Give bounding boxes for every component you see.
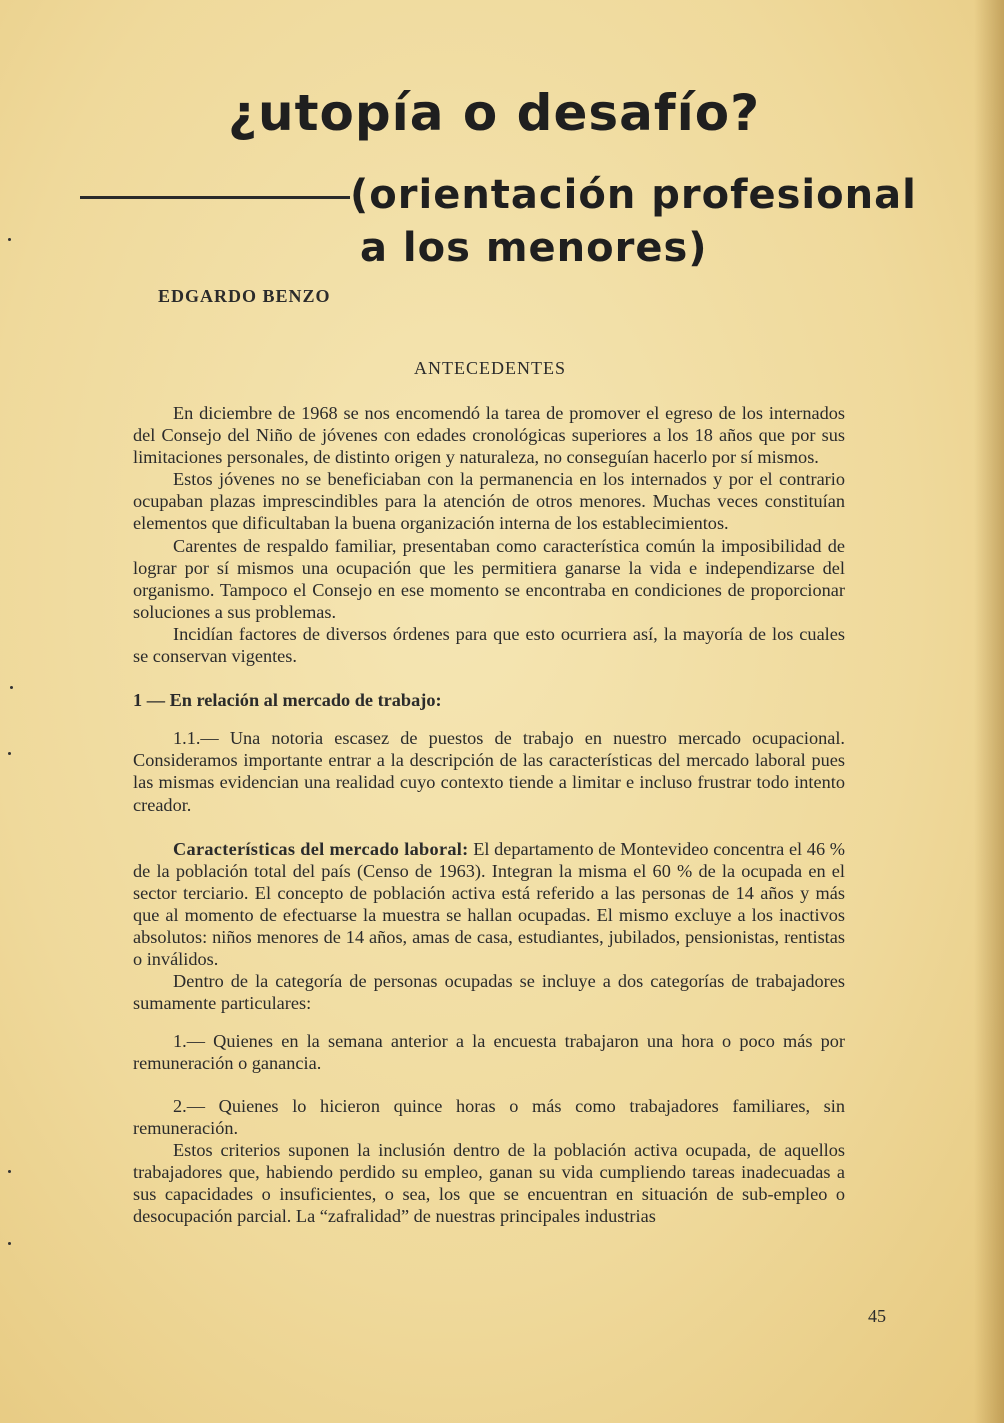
article-subtitle-line1: (orientación profesional [350,172,917,218]
paragraph-10: Estos criterios suponen la inclusión dentro de la población activa ocupada, de aquellos trabajadores que, habiendo perdido su empleo, ganan su vida cumpliendo tareas inadecuadas a sus capacidades o insuficientes, o sea, los que se encuentran en situación de sub-empleo o desocupación parcial. La “zafralidad” de nuestras principales industrias [133,1139,845,1226]
margin-speck [8,752,11,755]
run-in-heading: Características del mercado laboral: [173,838,469,859]
margin-speck [8,238,11,241]
margin-speck [8,1170,11,1173]
list-item-1: 1.— Quienes en la semana anterior a la encuesta trabajaron una hora o poco más por remuneración o ganancia. [133,1031,845,1074]
article-title: ¿utopía o desafío? [228,84,761,142]
article-body [133,402,845,1227]
paragraph-7: Dentro de la categoría de personas ocupadas se incluye a dos categorías de trabajadores sumamente particulares: [133,971,845,1014]
paragraph-2: Estos jóvenes no se beneficiaban con la permanencia en los internados y por el contrario ocupaban plazas imprescindibles para la atención de otros menores. Muchas veces constituían elementos que dificultaban la buena organización interna de los establecimientos. [133,469,845,534]
article-subtitle-line2: a los menores) [360,225,708,271]
paragraph-4: Incidían factores de diversos órdenes para que esto ocurriera así, la mayoría de los cuales se conservan vigentes. [133,623,845,667]
title-rule [80,196,350,199]
subsection-heading: 1 — En relación al mercado de trabajo: [133,690,442,711]
paragraph-6-text: El departamento de Montevideo concentra el 46 % de la población total del país (Censo de 1963). Integran la misma el 60 % de la ocupada en el sector terciario. El concepto de población activa está referido a las personas de 14 años y más que al momento de efectuarse la muestra se hallan ocupadas. El mismo excluye a los inactivos absolutos: niños menores de 14 años, amas de casa, estudiantes, jubilados, pensionistas, rentistas o inválidos. [133,838,845,970]
margin-speck [8,1242,11,1245]
page-edge-shadow [974,0,1004,1423]
paragraph-3: Carentes de respaldo familiar, presentaban como característica común la imposibilidad de lograr por sí mismos una ocupación que les permitiera ganarse la vida e independizarse del organismo. Tampoco el Consejo en ese momento se encontraba en condiciones de proporcionar soluciones a sus problemas. [133,535,845,622]
paragraph-5: 1.1.— Una notoria escasez de puestos de trabajo en nuestro mercado ocupacional. Consideramos importante entrar a la descripción de las características del mercado laboral pues las mismas evidencian una realidad cuyo contexto tiende a limitar e incluso frustrar todo intento creador. [133,728,845,815]
paragraph-6 [133,838,845,971]
margin-speck [10,686,13,689]
list-item-2: 2.— Quienes lo hicieron quince horas o más como trabajadores familiares, sin remuneración. [133,1095,845,1138]
page-number: 45 [868,1306,886,1326]
author-name: EDGARDO BENZO [158,286,331,306]
section-heading: ANTECEDENTES [414,358,566,378]
paragraph-1: En diciembre de 1968 se nos encomendó la tarea de promover el egreso de los internados del Consejo del Niño de jóvenes con edades cronológicas superiores a los 18 años que por sus limitaciones personales, de distinto origen y naturaleza, no conseguían hacerlo por sí mismos. [133,403,845,468]
